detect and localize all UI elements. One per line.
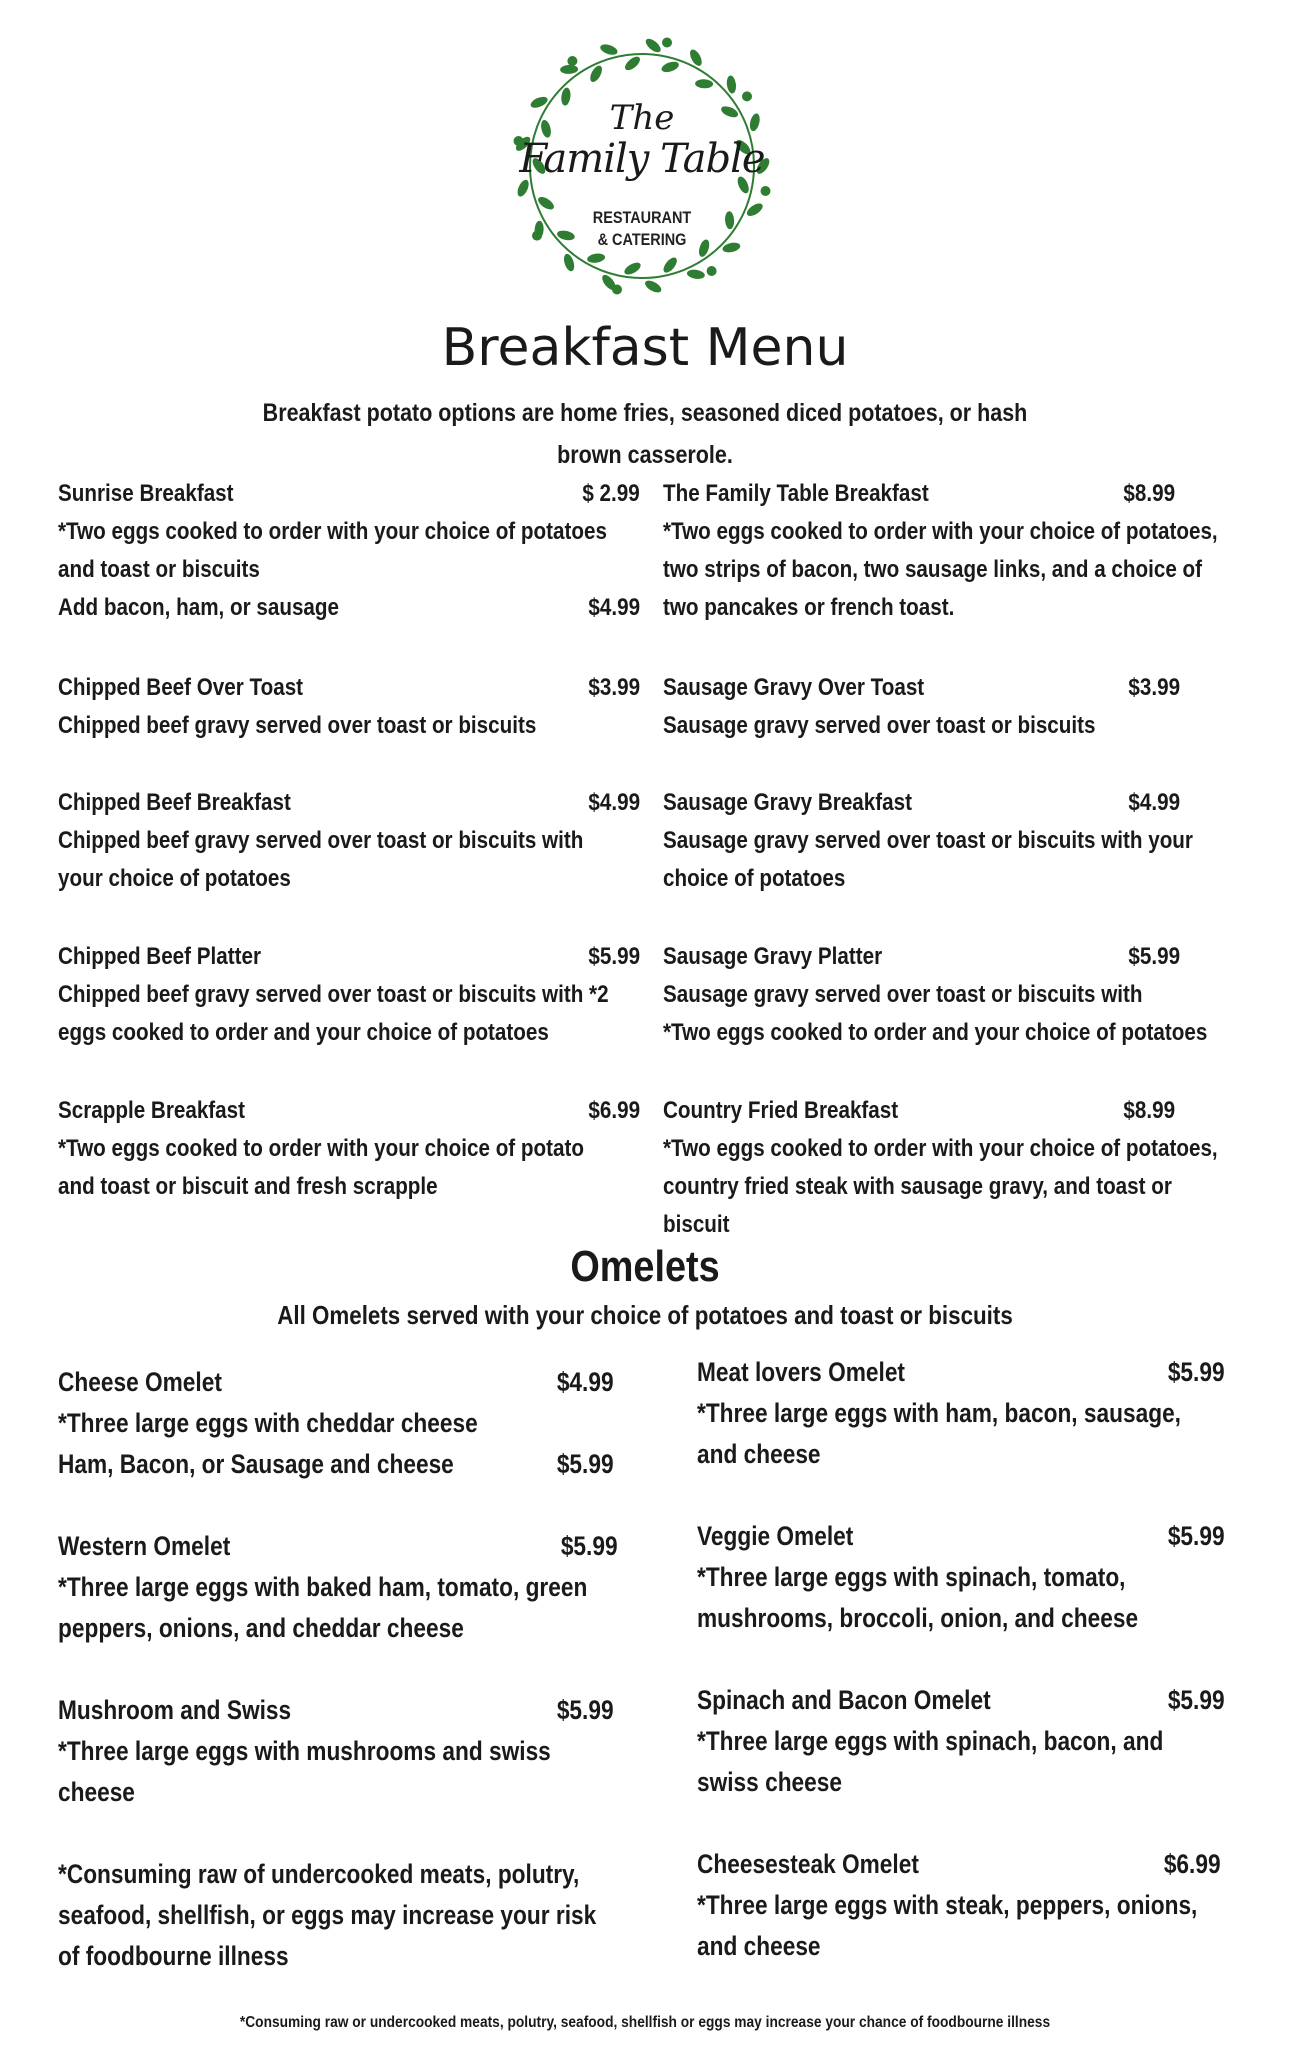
- item-desc: *Three large eggs with spinach, bacon, and: [697, 1726, 1164, 1756]
- menu-item-family-table-breakfast: [663, 475, 1218, 627]
- item-desc: country fried steak with sausage gravy, and toast or: [663, 1173, 1172, 1200]
- item-name: Sausage Gravy Platter: [663, 943, 883, 970]
- item-desc: biscuit: [663, 1211, 730, 1238]
- item-name: Cheesesteak Omelet: [697, 1849, 919, 1879]
- menu-item-mushroom-and-swiss: [58, 1690, 614, 1813]
- item-desc: *Two eggs cooked to order with your choice of potato: [58, 1135, 584, 1162]
- item-name: Mushroom and Swiss: [58, 1695, 292, 1725]
- item-desc: two strips of bacon, two sausage links, and a choice of: [663, 556, 1203, 583]
- item-desc: *Three large eggs with cheddar cheese: [58, 1408, 478, 1438]
- health-warning: [58, 1854, 658, 1977]
- item-price: $5.99: [1168, 1521, 1225, 1551]
- item-desc: and toast or biscuits: [58, 556, 260, 583]
- item-desc: Chipped beef gravy served over toast or biscuits with: [58, 827, 584, 854]
- item-name: Chipped Beef Platter: [58, 943, 262, 970]
- menu-item-sausage-gravy-platter: [663, 938, 1208, 1052]
- item-desc: and cheese: [697, 1439, 821, 1469]
- item-name: Meat lovers Omelet: [697, 1357, 905, 1387]
- warning-line: seafood, shellfish, or eggs may increase your risk: [58, 1900, 597, 1930]
- menu-item-spinach-and-bacon-omelet: [697, 1680, 1225, 1803]
- menu-item-meat-lovers-omelet: [697, 1352, 1225, 1475]
- item-desc: two pancakes or french toast.: [663, 594, 955, 621]
- item-name: Country Fried Breakfast: [663, 1097, 899, 1124]
- item-price: $4.99: [557, 1367, 614, 1397]
- item-desc: *Two eggs cooked to order with your choice of potatoes,: [663, 1135, 1218, 1162]
- menu-item-sausage-gravy-breakfast: [663, 784, 1193, 898]
- item-desc: *Three large eggs with steak, peppers, onions,: [697, 1890, 1198, 1920]
- item-desc: *Three large eggs with ham, bacon, sausage,: [697, 1398, 1181, 1428]
- item-desc: cheese: [58, 1777, 135, 1807]
- item-price: $5.99: [588, 943, 640, 970]
- restaurant-logo: [506, 30, 778, 302]
- item-price: $5.99: [1168, 1357, 1225, 1387]
- menu-item-chipped-beef-platter: [58, 938, 640, 1052]
- item-price: $5.99: [1128, 943, 1180, 970]
- item-price: $6.99: [588, 1097, 640, 1124]
- menu-item-chipped-beef-breakfast: [58, 784, 640, 898]
- item-desc: Chipped beef gravy served over toast or biscuits with *2: [58, 981, 609, 1008]
- item-desc: *Three large eggs with spinach, tomato,: [697, 1562, 1126, 1592]
- item-desc: swiss cheese: [697, 1767, 843, 1797]
- omelets-subheading: All Omelets served with your choice of potatoes and toast or biscuits: [277, 1300, 1013, 1330]
- item-desc: Sausage gravy served over toast or biscuits: [663, 712, 1096, 739]
- menu-item-country-fried-breakfast: [663, 1092, 1218, 1244]
- item-price: $6.99: [1164, 1849, 1221, 1879]
- item-desc: mushrooms, broccoli, onion, and cheese: [697, 1603, 1139, 1633]
- item-desc: eggs cooked to order and your choice of potatoes: [58, 1019, 549, 1046]
- item-desc: Sausage gravy served over toast or biscuits with your: [663, 827, 1193, 854]
- addon-label: Ham, Bacon, or Sausage and cheese: [58, 1449, 454, 1479]
- menu-item-veggie-omelet: [697, 1516, 1225, 1639]
- item-desc: Chipped beef gravy served over toast or biscuits: [58, 712, 537, 739]
- addon-price: $4.99: [588, 594, 640, 621]
- addon-label: Add bacon, ham, or sausage: [58, 594, 340, 621]
- menu-item-chipped-beef-over-toast: [58, 669, 640, 745]
- item-name: Veggie Omelet: [697, 1521, 854, 1551]
- logo-the: The: [609, 98, 675, 138]
- menu-item-sunrise-breakfast: [58, 475, 640, 627]
- item-name: Sausage Gravy Over Toast: [663, 674, 925, 701]
- page-title: Breakfast Menu: [441, 318, 849, 378]
- omelets-heading: Omelets: [570, 1242, 720, 1291]
- logo-line2: & CATERING: [597, 230, 687, 249]
- item-name: Chipped Beef Over Toast: [58, 674, 304, 701]
- item-name: Western Omelet: [58, 1531, 231, 1561]
- warning-line: of foodbourne illness: [58, 1941, 289, 1971]
- item-price: $8.99: [1123, 1097, 1175, 1124]
- item-desc: *Three large eggs with mushrooms and swiss: [58, 1736, 551, 1766]
- item-price: $5.99: [1168, 1685, 1225, 1715]
- potato-options-note: Breakfast potato options are home fries, seasoned diced potatoes, or hash brown casserole.: [262, 399, 1028, 469]
- item-desc: *Two eggs cooked to order with your choice of potatoes,: [663, 518, 1218, 545]
- item-price: $4.99: [1128, 789, 1180, 816]
- item-price: $8.99: [1123, 480, 1175, 507]
- item-price: $4.99: [588, 789, 640, 816]
- item-price: $3.99: [1128, 674, 1180, 701]
- item-price: $ 2.99: [582, 480, 640, 507]
- footer-disclaimer: *Consuming raw or undercooked meats, polutry, seafood, shellfish or eggs may increase your chance of foodbourne illness: [239, 2014, 1051, 2031]
- warning-line: *Consuming raw of undercooked meats, polutry,: [58, 1859, 580, 1889]
- item-desc: and cheese: [697, 1931, 821, 1961]
- item-price: $3.99: [588, 674, 640, 701]
- item-desc: and toast or biscuit and fresh scrapple: [58, 1173, 438, 1200]
- item-desc: *Two eggs cooked to order with your choice of potatoes: [58, 518, 607, 545]
- item-price: $5.99: [557, 1695, 614, 1725]
- menu-item-cheesesteak-omelet: [697, 1844, 1221, 1967]
- addon-price: $5.99: [557, 1449, 614, 1479]
- menu-item-sausage-gravy-over-toast: [663, 669, 1180, 745]
- menu-item-cheese-omelet: [58, 1362, 614, 1485]
- item-desc: *Two eggs cooked to order and your choice of potatoes: [663, 1019, 1208, 1046]
- logo-name: Family Table: [519, 136, 765, 182]
- item-name: Chipped Beef Breakfast: [58, 789, 291, 816]
- item-name: Sunrise Breakfast: [58, 480, 234, 507]
- item-desc: peppers, onions, and cheddar cheese: [58, 1613, 464, 1643]
- item-name: Sausage Gravy Breakfast: [663, 789, 912, 816]
- menu-item-western-omelet: [58, 1526, 618, 1649]
- logo-line1: RESTAURANT: [592, 208, 692, 227]
- item-desc: Sausage gravy served over toast or biscuits with: [663, 981, 1143, 1008]
- item-name: Scrapple Breakfast: [58, 1097, 246, 1124]
- item-name: Cheese Omelet: [58, 1367, 222, 1397]
- item-desc: choice of potatoes: [663, 865, 846, 892]
- item-desc: *Three large eggs with baked ham, tomato, green: [58, 1572, 588, 1602]
- item-name: Spinach and Bacon Omelet: [697, 1685, 991, 1715]
- item-name: The Family Table Breakfast: [663, 480, 929, 507]
- menu-item-scrapple-breakfast: [58, 1092, 640, 1206]
- item-desc: your choice of potatoes: [58, 865, 291, 892]
- item-price: $5.99: [561, 1531, 618, 1561]
